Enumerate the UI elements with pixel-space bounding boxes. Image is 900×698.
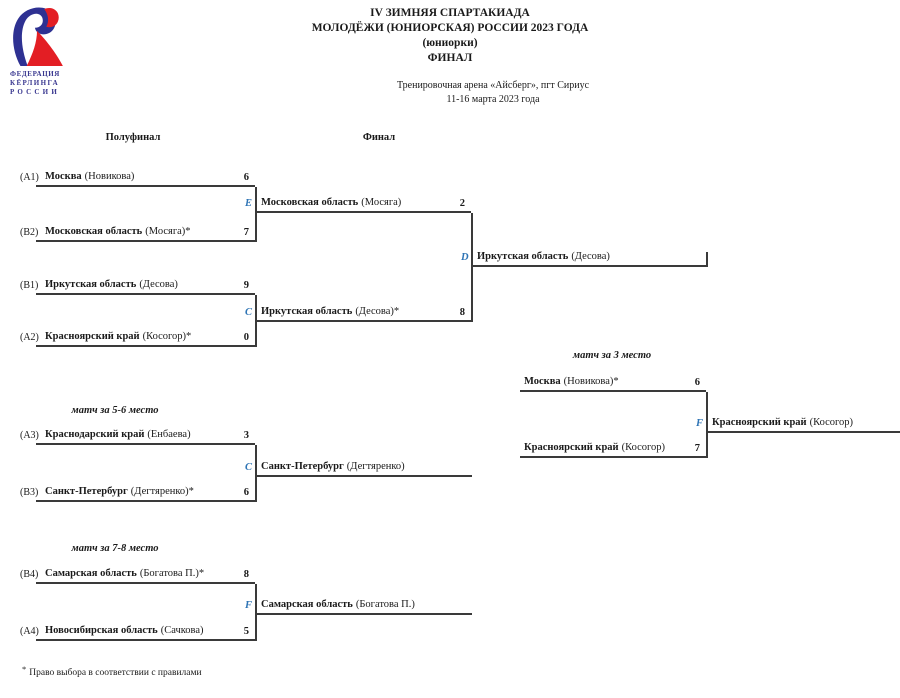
dates-line: 11-16 марта 2023 года <box>446 94 540 105</box>
seed-label: (B3) <box>20 487 39 498</box>
skip-name: (Косогор) <box>809 417 854 428</box>
score: 5 <box>243 626 249 637</box>
bracket-connector-seventh <box>255 584 257 641</box>
match-row-b2 <box>20 224 255 242</box>
title-line-3: (юниорки) <box>422 37 478 49</box>
sheet-letter: D <box>461 252 469 263</box>
team-name: Москва <box>45 171 82 182</box>
federation-name <box>10 70 70 97</box>
document-title <box>0 6 900 66</box>
sheet-letter: E <box>245 198 253 209</box>
match-row-b1 <box>20 277 255 295</box>
score: 6 <box>243 172 249 183</box>
match-row-final-winner <box>461 249 708 267</box>
team-name: Московская область <box>261 197 359 208</box>
score: 7 <box>243 227 249 238</box>
venue-info <box>86 79 900 107</box>
seed-label: (A1) <box>20 172 39 183</box>
skip-name: (Новикова)* <box>563 376 619 387</box>
bracket-connector-sf2 <box>255 295 257 347</box>
skip-name: (Новикова) <box>84 171 135 182</box>
federation-name-line2: КЁРЛИНГА <box>10 79 60 87</box>
skip-name: (Десова) <box>139 279 178 290</box>
match-row-sf2-winner <box>245 304 471 322</box>
sheet-letter: F <box>696 418 704 429</box>
seed-label: (B4) <box>20 569 39 580</box>
header-semifinal: Полуфинал <box>105 132 161 143</box>
score: 8 <box>243 569 249 580</box>
match-row-third-top <box>520 374 706 392</box>
skip-name: (Мосяга) <box>361 197 402 208</box>
venue-line: Тренировочная арена «Айсберг», пгт Сириус <box>396 80 590 91</box>
match-row-a3 <box>20 427 255 445</box>
federation-name-line1: ФЕДЕРАЦИЯ <box>10 70 60 78</box>
sheet-letter: C <box>245 307 253 318</box>
match-row-a2 <box>20 329 255 347</box>
seed-label: (A4) <box>20 626 39 637</box>
skip-name: (Косогор) <box>621 442 666 453</box>
header-fifth-place: матч за 5-6 место <box>71 405 159 416</box>
team-name: Иркутская область <box>477 251 569 262</box>
match-row-fifth-winner <box>245 459 472 477</box>
match-row-seventh-winner <box>245 597 472 615</box>
team-name: Московская область <box>45 226 143 237</box>
bracket-connector-sf1 <box>255 187 257 242</box>
team-name: Красноярский край <box>524 442 619 453</box>
footnote-asterisk: * <box>22 664 27 674</box>
match-row-third-bottom <box>520 440 706 458</box>
sheet-letter: F <box>245 600 253 611</box>
team-name: Иркутская область <box>45 279 137 290</box>
score: 7 <box>694 443 700 454</box>
bracket-connector-final <box>471 213 473 322</box>
team-name: Санкт-Петербург <box>261 461 344 472</box>
title-line-4: ФИНАЛ <box>427 52 473 64</box>
team-name: Самарская область <box>261 599 353 610</box>
header-third-place: матч за 3 место <box>572 350 652 361</box>
team-name: Красноярский край <box>712 417 807 428</box>
score: 8 <box>459 307 465 318</box>
header-seventh-place: матч за 7-8 место <box>71 543 159 554</box>
team-name: Самарская область <box>45 568 137 579</box>
score: 6 <box>243 487 249 498</box>
score: 9 <box>243 280 249 291</box>
title-line-2: МОЛОДЁЖИ (ЮНИОРСКАЯ) РОССИИ 2023 ГОДА <box>311 22 589 34</box>
footnote-text: Право выбора в соответствии с правилами <box>29 668 202 678</box>
score: 6 <box>694 377 700 388</box>
skip-name: (Богатова П.) <box>355 599 415 610</box>
skip-name: (Богатова П.)* <box>139 568 205 579</box>
team-name: Санкт-Петербург <box>45 486 128 497</box>
match-row-a4 <box>20 623 255 641</box>
score: 0 <box>243 332 249 343</box>
skip-name: (Сачкова) <box>160 625 204 636</box>
skip-name: (Косогор)* <box>142 331 192 342</box>
skip-name: (Дегтяренко)* <box>130 486 194 497</box>
header-final: Финал <box>362 132 396 143</box>
match-row-b4 <box>20 566 255 584</box>
footnote <box>22 664 202 678</box>
score: 3 <box>243 430 249 441</box>
federation-name-line3: РОССИИ <box>10 88 60 96</box>
title-line-1: IV ЗИМНЯЯ СПАРТАКИАДА <box>370 7 530 19</box>
skip-name: (Енбаева) <box>147 429 191 440</box>
skip-name: (Десова) <box>571 251 610 262</box>
seed-label: (A3) <box>20 430 39 441</box>
seed-label: (B1) <box>20 280 39 291</box>
score: 2 <box>459 198 465 209</box>
team-name: Красноярский край <box>45 331 140 342</box>
sheet-letter: C <box>245 462 253 473</box>
seed-label: (B2) <box>20 227 39 238</box>
team-name: Иркутская область <box>261 306 353 317</box>
match-row-b3 <box>20 484 255 502</box>
team-name: Москва <box>524 376 561 387</box>
skip-name: (Десова)* <box>355 306 400 317</box>
skip-name: (Мосяга)* <box>145 226 191 237</box>
bracket-end-tick <box>706 252 708 265</box>
team-name: Новосибирская область <box>45 625 158 636</box>
skip-name: (Дегтяренко) <box>346 461 405 472</box>
team-name: Краснодарский край <box>45 429 145 440</box>
bracket-connector-fifth <box>255 445 257 502</box>
match-row-a1 <box>20 169 255 187</box>
seed-label: (A2) <box>20 332 39 343</box>
match-row-sf1-winner <box>245 195 471 213</box>
match-row-third-winner <box>696 415 900 433</box>
bracket-connector-third <box>706 392 708 458</box>
